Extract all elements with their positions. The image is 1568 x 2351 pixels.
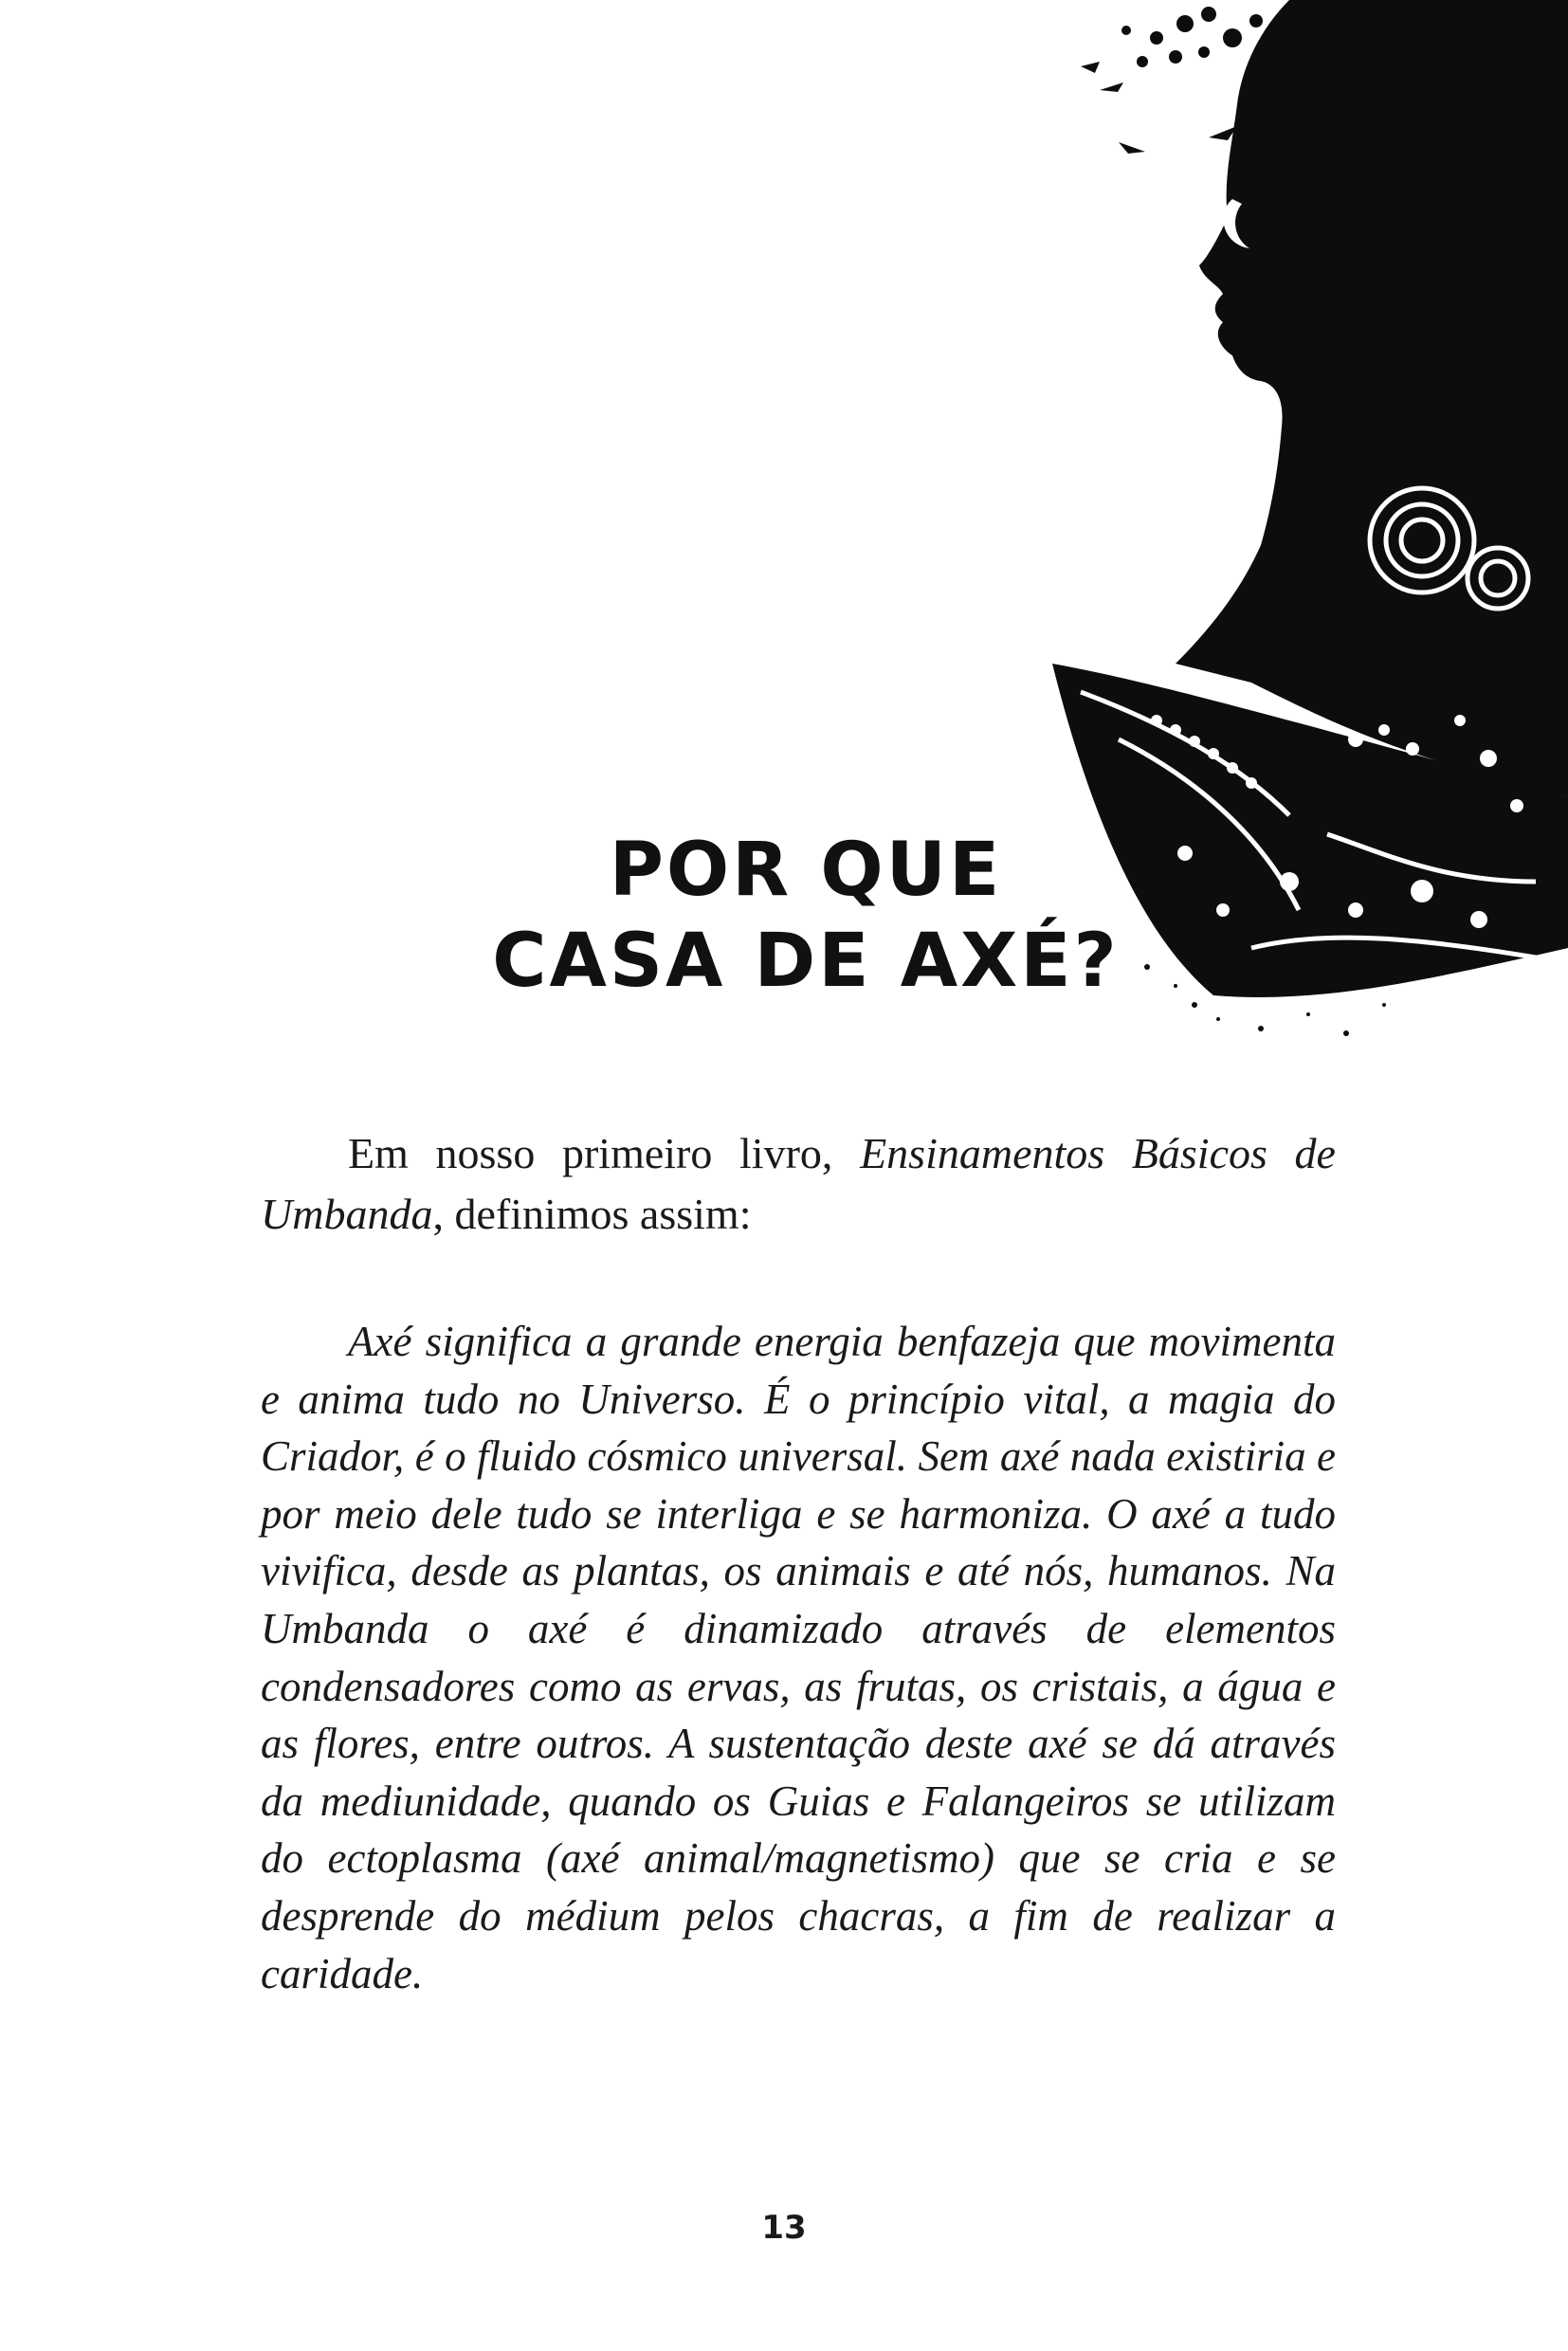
quote-paragraph: Axé significa a grande energia benfazeja que movimenta e anima tudo no Universo. É o princípio vital, a magia do Criador, é o fluido cósmico universal. Sem axé nada existiria e por meio dele tudo se interliga e se harmoniza. O axé a tudo vivifica, desde as plantas, os animais e até nós, humanos. Na Umbanda o axé é dinamizado através de elementos condensadores como as ervas, as frutas, os cristais, a água e as flores, entre outros. A sustentação deste axé se dá através da mediunidade, quando os Guias e Falangeiros se utilizam do ectoplasma (axé animal/magnetismo) que se cria e se desprende do médium pelos chacras, a fim de realizar a caridade. (261, 1318, 1336, 1997)
intro-text-after: , definimos assim: (432, 1190, 752, 1238)
page-number: 13 (761, 2209, 807, 2247)
chapter-title-line-1: POR QUE (609, 828, 1003, 913)
chapter-title-line-2: CASA DE AXÉ? (492, 919, 1120, 1004)
chapter-title (474, 825, 1138, 1007)
head-silhouette (1176, 0, 1568, 796)
book-title: Ensinamentos Básicos de Umbanda (261, 1129, 1336, 1238)
intro-paragraph (261, 1123, 1336, 1245)
intro-text-before: Em nosso primeiro livro, (348, 1129, 861, 1177)
